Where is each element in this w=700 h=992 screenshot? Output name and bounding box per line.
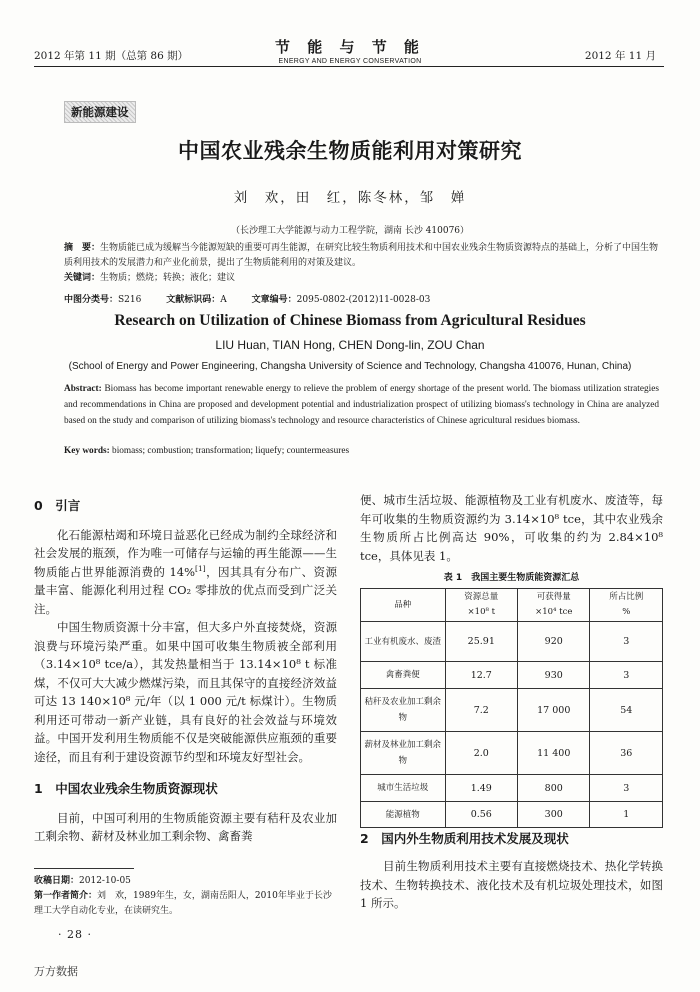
cell-percent: 1 (590, 802, 663, 828)
cell-percent: 3 (590, 775, 663, 802)
article-id-label: 文章编号： (251, 295, 297, 305)
cell-category: 禽畜粪便 (361, 662, 446, 689)
abstract-zh (64, 241, 659, 286)
paragraph-section-2: 目前生物质利用技术主要有直接燃烧技术、热化学转换技术、生物转换技术、液化技术及有机垃圾处理技术，如图 1 所示。 (360, 859, 663, 910)
cell-total: 2.0 (445, 732, 517, 775)
keywords-label: 关键词： (64, 273, 101, 283)
cell-category: 能源植物 (361, 802, 446, 828)
table-row (361, 662, 663, 689)
paragraph-intro-1-tail: ，因其具有分布广、资源量丰富、能源化利用过程 CO₂ 零排放的优点而受到广泛关注。 (34, 564, 337, 616)
table-caption: 表 1 我国主要生物质能资源汇总 (443, 573, 580, 583)
col-header-available: 可获得量 ×10⁴ tce (518, 589, 590, 622)
journal-name-zh: 节 能 与 节 能 (275, 38, 425, 56)
article-id-value: 2095-0802-(2012)11-0028-03 (296, 295, 431, 305)
keywords-text: 生物质；燃烧；转换；液化；建议 (100, 273, 236, 283)
cell-available: 11 400 (518, 732, 590, 775)
english-keywords-text: biomass; combustion; transformation; liquefy; countermeasures (112, 446, 350, 456)
col-header-total: 资源总量 ×10⁸ t (445, 589, 517, 622)
header-issue: 2012 年第 11 期（总第 86 期） (34, 50, 189, 62)
abstract-label: 摘 要： (64, 243, 101, 253)
table-row (361, 689, 663, 732)
cell-percent: 3 (590, 622, 663, 662)
english-abstract-label: Abstract: (64, 384, 102, 394)
cell-available: 800 (518, 775, 590, 802)
page-number: · 28 · (58, 928, 92, 941)
cell-category: 秸秆及农业加工剩余物 (361, 689, 446, 732)
heading-section-2: 2 国内外生物质利用技术发展及现状 (360, 831, 569, 846)
cell-available: 930 (518, 662, 590, 689)
paragraph-intro-2: 中国生物质资源十分丰富，但大多户外直接焚烧，资源浪费与环境污染严重。如果中国可收集生物质被全部利用（3.14×10⁸ tce/a），其发热量相当于 13.14×10⁸ t 标准煤，不仅可大大减少燃煤污染，而且其保守的直接经济效益可达 13 140×10⁸ 元/年（以 1 000 元/t 标煤计）。生物质利用还可带动一新产业链，具有良好的社会效益与环境效益。中国开发利用生物质能不仅是突破能源供应瓶颈的重要途径，而且有利于建设资源节约型和环境友好型社会。 (34, 620, 337, 764)
english-abstract (64, 381, 659, 429)
english-affiliation: (School of Energy and Power Engineering, Changsha University of Science and Technology, Changsha 410076, Hunan, China) (68, 361, 632, 372)
classification-row (64, 292, 430, 305)
table-header-row (361, 589, 663, 622)
watermark: 万方数据 (34, 965, 78, 978)
cell-category: 薪材及林业加工剩余物 (361, 732, 446, 775)
header-date: 2012 年 11 月 (584, 50, 656, 62)
paragraph-section-1: 目前，中国可利用的生物质能资源主要有秸秆及农业加工剩余物、薪材及林业加工剩余物、禽畜粪 (34, 810, 337, 843)
cell-total: 1.49 (445, 775, 517, 802)
section-tag: 新能源建设 (64, 101, 136, 123)
cell-percent: 3 (590, 662, 663, 689)
abstract-text: 生物质能已成为缓解当今能源短缺的重要可再生能源，在研究比较生物质利用技术和中国农业残余生物质资源特点的基础上，分析了中国生物质利用技术的发展潜力和产业化前景，提出了生物质能利用的对策及建议。 (64, 243, 659, 268)
heading-introduction: 0 引言 (34, 498, 81, 513)
paragraph-intro-1 (34, 526, 337, 619)
paragraph-intro-1-text: 化石能源枯竭和环境日益恶化已经成为制约全球经济和社会发展的瓶颈，作为唯一可储存与运输的再生能源——生物质能占世界能源消费的 14% (34, 527, 337, 579)
cell-category: 城市生活垃圾 (361, 775, 446, 802)
cell-available: 17 000 (518, 689, 590, 732)
clc-label: 中图分类号： (64, 295, 119, 305)
heading-section-1: 1 中国农业残余生物质资源现状 (34, 781, 218, 796)
article-authors: 刘 欢，田 红，陈冬林，邹 婵 (233, 190, 467, 206)
table-row (361, 802, 663, 828)
english-authors: LIU Huan, TIAN Hong, CHEN Dong-lin, ZOU Chan (215, 338, 485, 352)
paragraph-resources: 便、城市生活垃圾、能源植物及工业有机废水、废渣等，每年可收集的生物质资源约为 3.14×10⁸ tce，其中农业残余生物质所占比例高达 90%，可收集的约为 2.84×10⁸ tce，具体见表 1。 (360, 493, 663, 563)
cell-total: 0.56 (445, 802, 517, 828)
doc-code-label: 文献标识码： (166, 295, 221, 305)
clc-value: S216 (118, 295, 142, 305)
resource-table (360, 588, 663, 828)
article-title: 中国农业残余生物质能利用对策研究 (178, 139, 522, 163)
col-header-category: 品种 (361, 589, 446, 622)
body-right-column-bottom (360, 857, 663, 913)
cell-total: 12.7 (445, 662, 517, 689)
footnote (34, 874, 337, 919)
received-date: 2012-10-05 (79, 876, 131, 886)
table-row (361, 622, 663, 662)
cell-total: 25.91 (445, 622, 517, 662)
doc-code-value: A (220, 295, 227, 305)
citation-ref: [1] (195, 563, 206, 573)
cell-percent: 36 (590, 732, 663, 775)
body-right-column (360, 491, 663, 565)
cell-available: 920 (518, 622, 590, 662)
received-label: 收稿日期： (34, 876, 80, 886)
article-affiliation: （长沙理工大学能源与动力工程学院，湖南 长沙 410076） (230, 226, 470, 236)
col-header-percent: 所占比例 % (590, 589, 663, 622)
body-left-column (34, 497, 337, 846)
header-divider (34, 66, 664, 67)
cell-total: 7.2 (445, 689, 517, 732)
english-title: Research on Utilization of Chinese Biomass from Agricultural Residues (114, 312, 586, 329)
first-author-bio: 刘 欢，1989年生，女，湖南岳阳人，2010年毕业于长沙理工大学自动化专业，在读研究生。 (34, 891, 332, 916)
table-row (361, 775, 663, 802)
journal-name-en: ENERGY AND ENERGY CONSERVATION (278, 58, 422, 65)
english-abstract-text: Biomass has become important renewable energy to relieve the problem of energy shortage of the present world. The biomass utilization strategies and recommendations in China are proposed and development potential and industrialization prospect of utilizing biomass's technology in China are analyzed based on the study and comparison of utilizing biomass's technology and resource characteristics of Chinese agricultural residues biomass. (64, 384, 659, 426)
english-keywords (64, 446, 659, 456)
cell-category: 工业有机废水、废渣 (361, 622, 446, 662)
cell-available: 300 (518, 802, 590, 828)
first-author-label: 第一作者简介： (34, 891, 98, 901)
cell-percent: 54 (590, 689, 663, 732)
footnote-divider (34, 868, 134, 869)
table-row (361, 732, 663, 775)
english-keywords-label: Key words: (64, 446, 110, 456)
